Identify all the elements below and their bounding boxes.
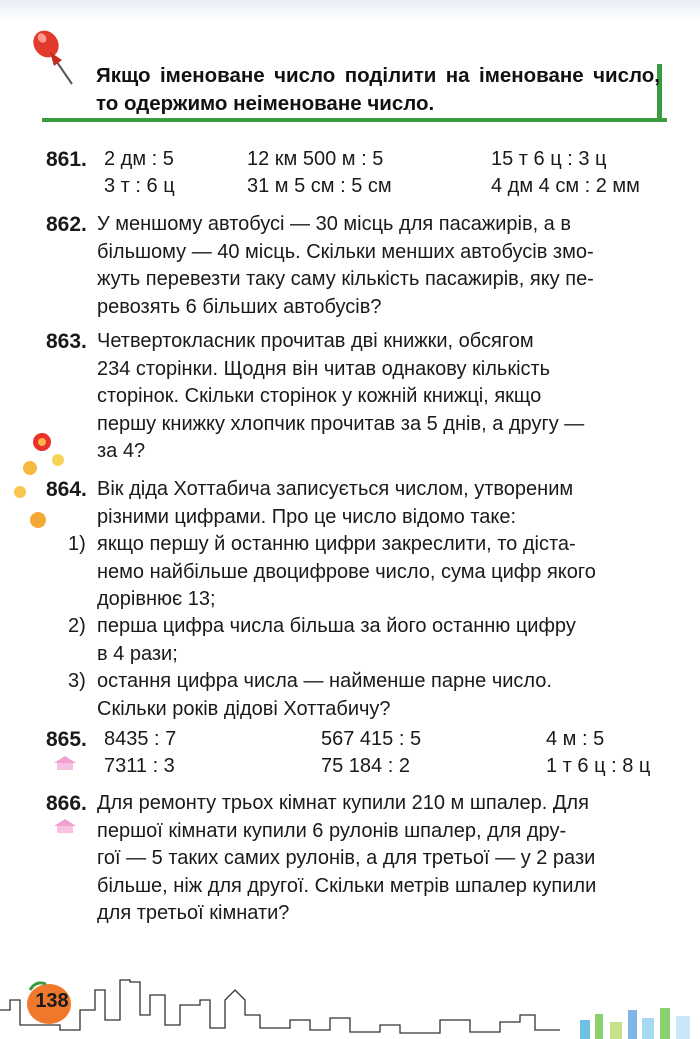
city-skyline-decoration	[0, 970, 700, 1039]
task-861-item: 31 м 5 см : 5 см	[247, 175, 392, 197]
task-865-item: 4 м : 5	[546, 728, 605, 750]
task-865-item: 1 т 6 ц : 8 ц	[546, 755, 651, 777]
task-861-item: 3 т : 6 ц	[104, 175, 175, 197]
task-865-item: 75 184 : 2	[321, 755, 410, 777]
task-863-text: Четвертокласник прочитав дві книжки, обсягом 234 сторінки. Щодня він читав однакову кількість сторінок. Скільки сторінок у кожній книжці, якщо першу книжку хлопчик прочитав за 5 днів, а другу — за 4?	[97, 330, 585, 462]
task-862-text: У меншому автобусі — 30 місць для пасажирів, а в більшому — 40 місць. Скільки менших автобусів змо- жуть перевезти таку саму кількість пасажирів, яку пе- ревозять 6 більших автобусів?	[97, 213, 594, 318]
house-icon	[52, 755, 78, 771]
task-864-intro: Вік діда Хоттабича записується числом, утвореним різними цифрами. Про це число відомо таке:	[97, 478, 574, 528]
house-icon	[52, 818, 78, 834]
task-861-item: 2 дм : 5	[104, 148, 174, 170]
task-866-number: 866.	[46, 792, 87, 815]
task-866-text: Для ремонту трьох кімнат купили 210 м шпалер. Для першої кімнати купили 6 рулонів шпалер, для дру- гої — 5 таких самих рулонів, а для третьої — у 2 рази більше, ніж для другої. Скільки метрів шпалер купили для третьої кімнати?	[97, 792, 597, 924]
top-decoration-strip	[0, 0, 700, 22]
task-865-item: 567 415 : 5	[321, 728, 422, 750]
page-number: 138	[35, 990, 69, 1012]
task-865-number: 865.	[46, 728, 87, 751]
task-861-item: 4 дм 4 см : 2 мм	[491, 175, 640, 197]
task-861-item: 15 т 6 ц : 3 ц	[491, 148, 607, 170]
task-864-number: 864.	[46, 478, 87, 501]
rule-text: Якщо іменоване число поділити на іменоване число, то одержимо неіменоване число.	[96, 64, 660, 115]
task-865-item: 8435 : 7	[104, 728, 177, 750]
task-861-item: 12 км 500 м : 5	[247, 148, 384, 170]
task-861-number: 861.	[46, 148, 87, 171]
task-865-item: 7311 : 3	[104, 755, 175, 777]
task-863-number: 863.	[46, 330, 87, 353]
task-862-number: 862.	[46, 213, 87, 236]
